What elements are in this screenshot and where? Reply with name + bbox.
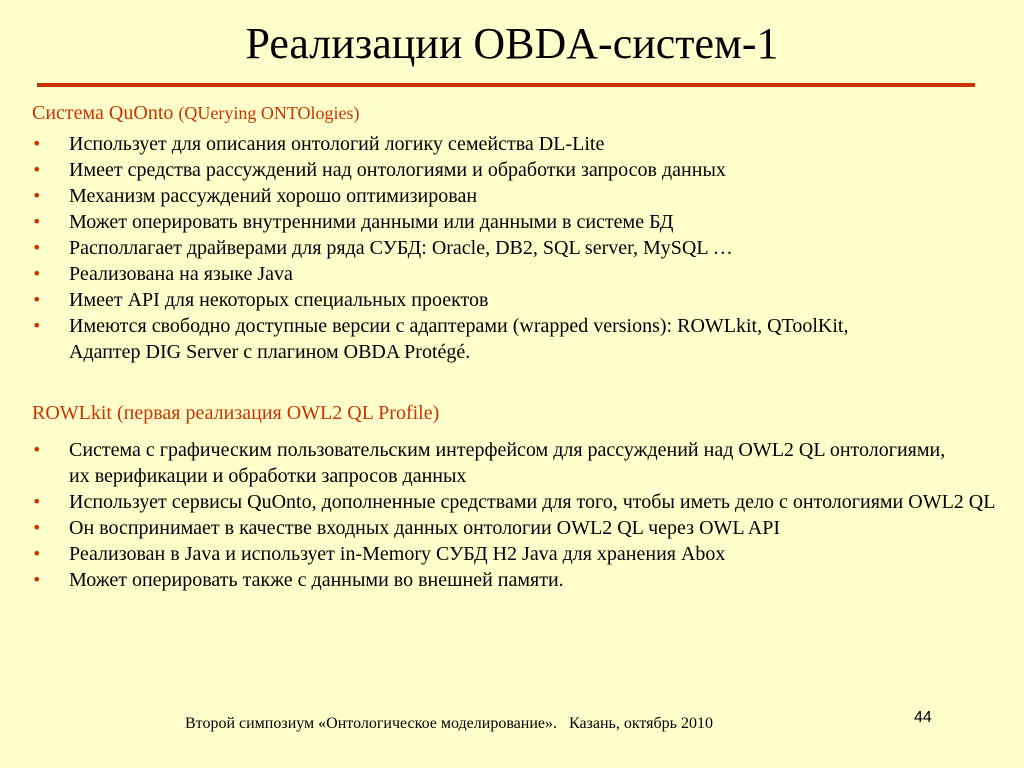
list-item — [32, 287, 1012, 313]
list-item-text: Механизм рассуждений хорошо оптимизирован — [69, 185, 478, 207]
list-item — [32, 541, 1012, 567]
bullet-icon: • — [32, 186, 42, 205]
list-item — [32, 209, 1012, 235]
list-item-text: Располлагает драйверами для ряда СУБД: Oracle, DB2, SQL server, MySQL … — [69, 237, 733, 259]
list-item-text: Может оперировать внутренними данными или данными в системе БД — [69, 211, 674, 233]
section-heading-quonto-sub: (QUerying ONTOlogies) — [178, 103, 360, 123]
bullet-icon: • — [32, 316, 42, 335]
slide-footer: Второй симпозиум «Онтологическое моделирование». Казань, октябрь 2010 — [185, 715, 713, 732]
list-item-text: Система с графическим пользовательским интерфейсом для рассуждений над OWL2 QL онтологиями, их верификации и обработки запросов данных — [69, 439, 946, 487]
bullet-list-quonto — [32, 131, 1012, 365]
bullet-icon: • — [32, 492, 42, 511]
bullet-icon: • — [32, 212, 42, 231]
section-heading-quonto-main: Система QuOnto — [32, 102, 174, 124]
list-item — [32, 131, 1012, 157]
bullet-icon: • — [32, 238, 42, 257]
bullet-icon: • — [32, 290, 42, 309]
list-item — [32, 567, 1012, 593]
bullet-icon: • — [32, 544, 42, 563]
list-item-text: Имеет средства рассуждений над онтологиями и обработки запросов данных — [69, 159, 726, 181]
list-item — [32, 313, 869, 365]
bullet-icon: • — [32, 570, 42, 589]
list-item — [32, 261, 1012, 287]
section-heading-rowlkit: ROWLkit (первая реализация OWL2 QL Profile) — [32, 402, 440, 424]
bullet-icon: • — [32, 134, 42, 153]
list-item-text: Может оперировать также с данными во внешней памяти. — [69, 569, 564, 591]
list-item — [32, 157, 1012, 183]
page-number: 44 — [914, 709, 932, 726]
slide-title: Реализации OBDA-систем-1 — [245, 19, 779, 68]
bullet-icon: • — [32, 264, 42, 283]
section-heading-quonto — [32, 101, 360, 125]
title-underline — [37, 83, 975, 87]
list-item-text: Реализована на языке Java — [69, 263, 293, 285]
bullet-list-rowlkit — [32, 437, 1012, 593]
list-item-text: Использует сервисы QuOnto, дополненные средствами для того, чтобы иметь дело с онтологиями OWL2 QL — [69, 491, 996, 513]
bullet-icon: • — [32, 518, 42, 537]
bullet-icon: • — [32, 160, 42, 179]
list-item — [32, 235, 1012, 261]
list-item-text: Имеются свободно доступные версии с адаптерами (wrapped versions): ROWLkit, QToolKit, Адаптер DIG Server с плагином OBDA Protégé. — [69, 315, 849, 363]
list-item — [32, 437, 949, 489]
list-item-text: Использует для описания онтологий логику семейства DL-Lite — [69, 133, 605, 155]
list-item — [32, 183, 1012, 209]
list-item-text: Реализован в Java и использует in-Memory СУБД H2 Java для хранения Abox — [69, 543, 726, 565]
list-item — [32, 515, 1012, 541]
list-item-text: Он воспринимает в качестве входных данных онтологии OWL2 QL через OWL API — [69, 517, 780, 539]
list-item — [32, 489, 1009, 515]
list-item-text: Имеет API для некоторых специальных проектов — [69, 289, 489, 311]
bullet-icon: • — [32, 440, 42, 459]
